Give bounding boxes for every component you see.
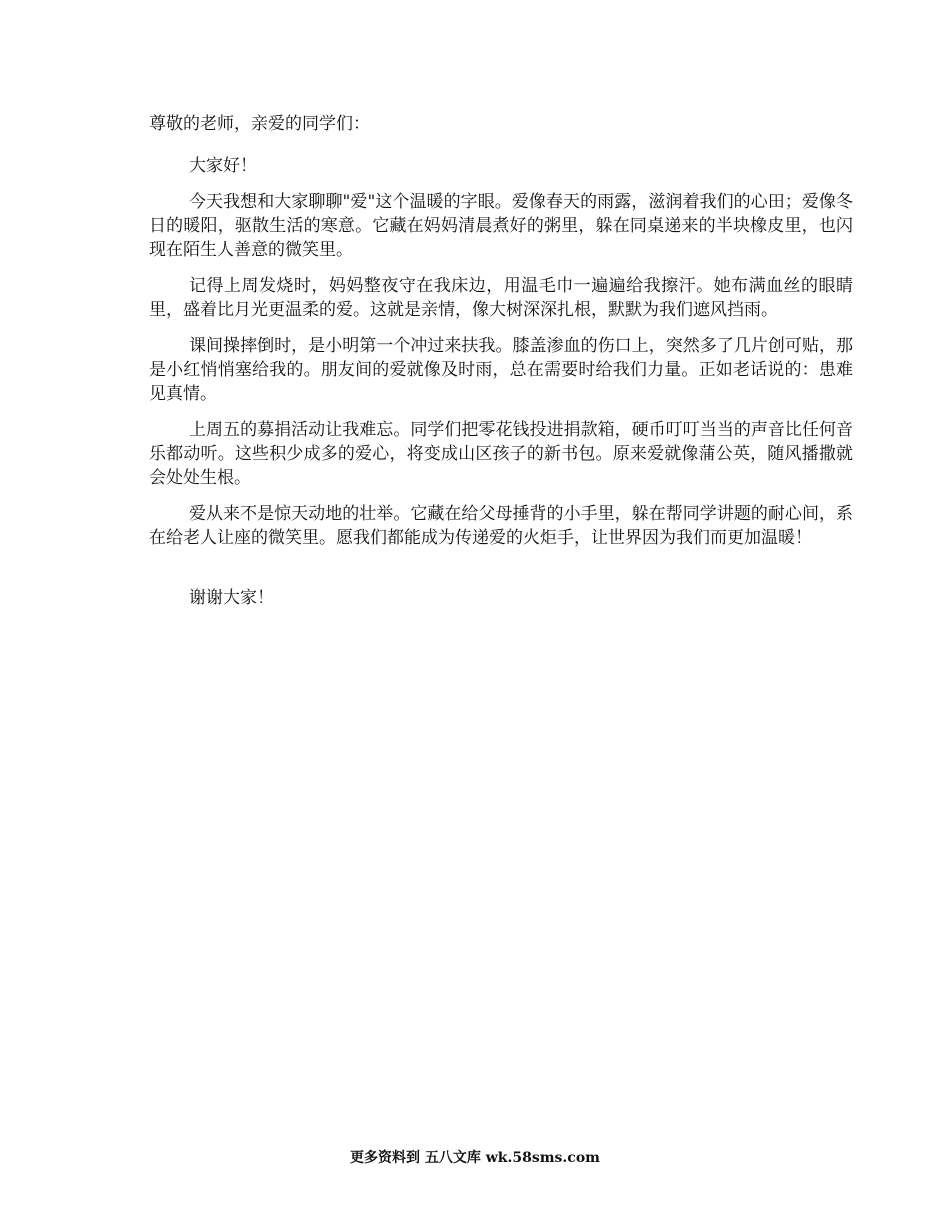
paragraph-donation: 上周五的募捐活动让我难忘。同学们把零花钱投进捐款箱，硬币叮叮当当的声音比任何音乐都动听。这些积少成多的爱心，将变成山区孩子的新书包。原来爱就像蒲公英，随风播撒就会处处生根。 bbox=[149, 420, 853, 488]
paragraph-intro: 今天我想和大家聊聊"爱"这个温暖的字眼。爱像春天的雨露，滋润着我们的心田；爱像冬日的暖阳，驱散生活的寒意。它藏在妈妈清晨煮好的粥里，躲在同桌递来的半块橡皮里，也闪现在陌生人善意的微笑里。 bbox=[149, 192, 853, 260]
salutation: 尊敬的老师，亲爱的同学们： bbox=[149, 114, 370, 134]
paragraph-conclusion: 爱从来不是惊天动地的壮举。它藏在给父母捶背的小手里，躲在帮同学讲题的耐心间，系在给老人让座的微笑里。愿我们都能成为传递爱的火炬手，让世界因为我们而更加温暖！ bbox=[149, 504, 853, 548]
paragraph-friendship: 课间操摔倒时，是小明第一个冲过来扶我。膝盖渗血的伤口上，突然多了几片创可贴，那是小红悄悄塞给我的。朋友间的爱就像及时雨，总在需要时给我们力量。正如老话说的：患难见真情。 bbox=[149, 336, 853, 404]
paragraph-family-love: 记得上周发烧时，妈妈整夜守在我床边，用温毛巾一遍遍给我擦汗。她布满血丝的眼睛里，盛着比月光更温柔的爱。这就是亲情，像大树深深扎根，默默为我们遮风挡雨。 bbox=[149, 276, 853, 320]
closing: 谢谢大家！ bbox=[189, 588, 274, 608]
greeting: 大家好！ bbox=[189, 156, 257, 176]
footer-link[interactable]: 更多资料到 五八文库 wk.58sms.com bbox=[350, 1150, 600, 1166]
